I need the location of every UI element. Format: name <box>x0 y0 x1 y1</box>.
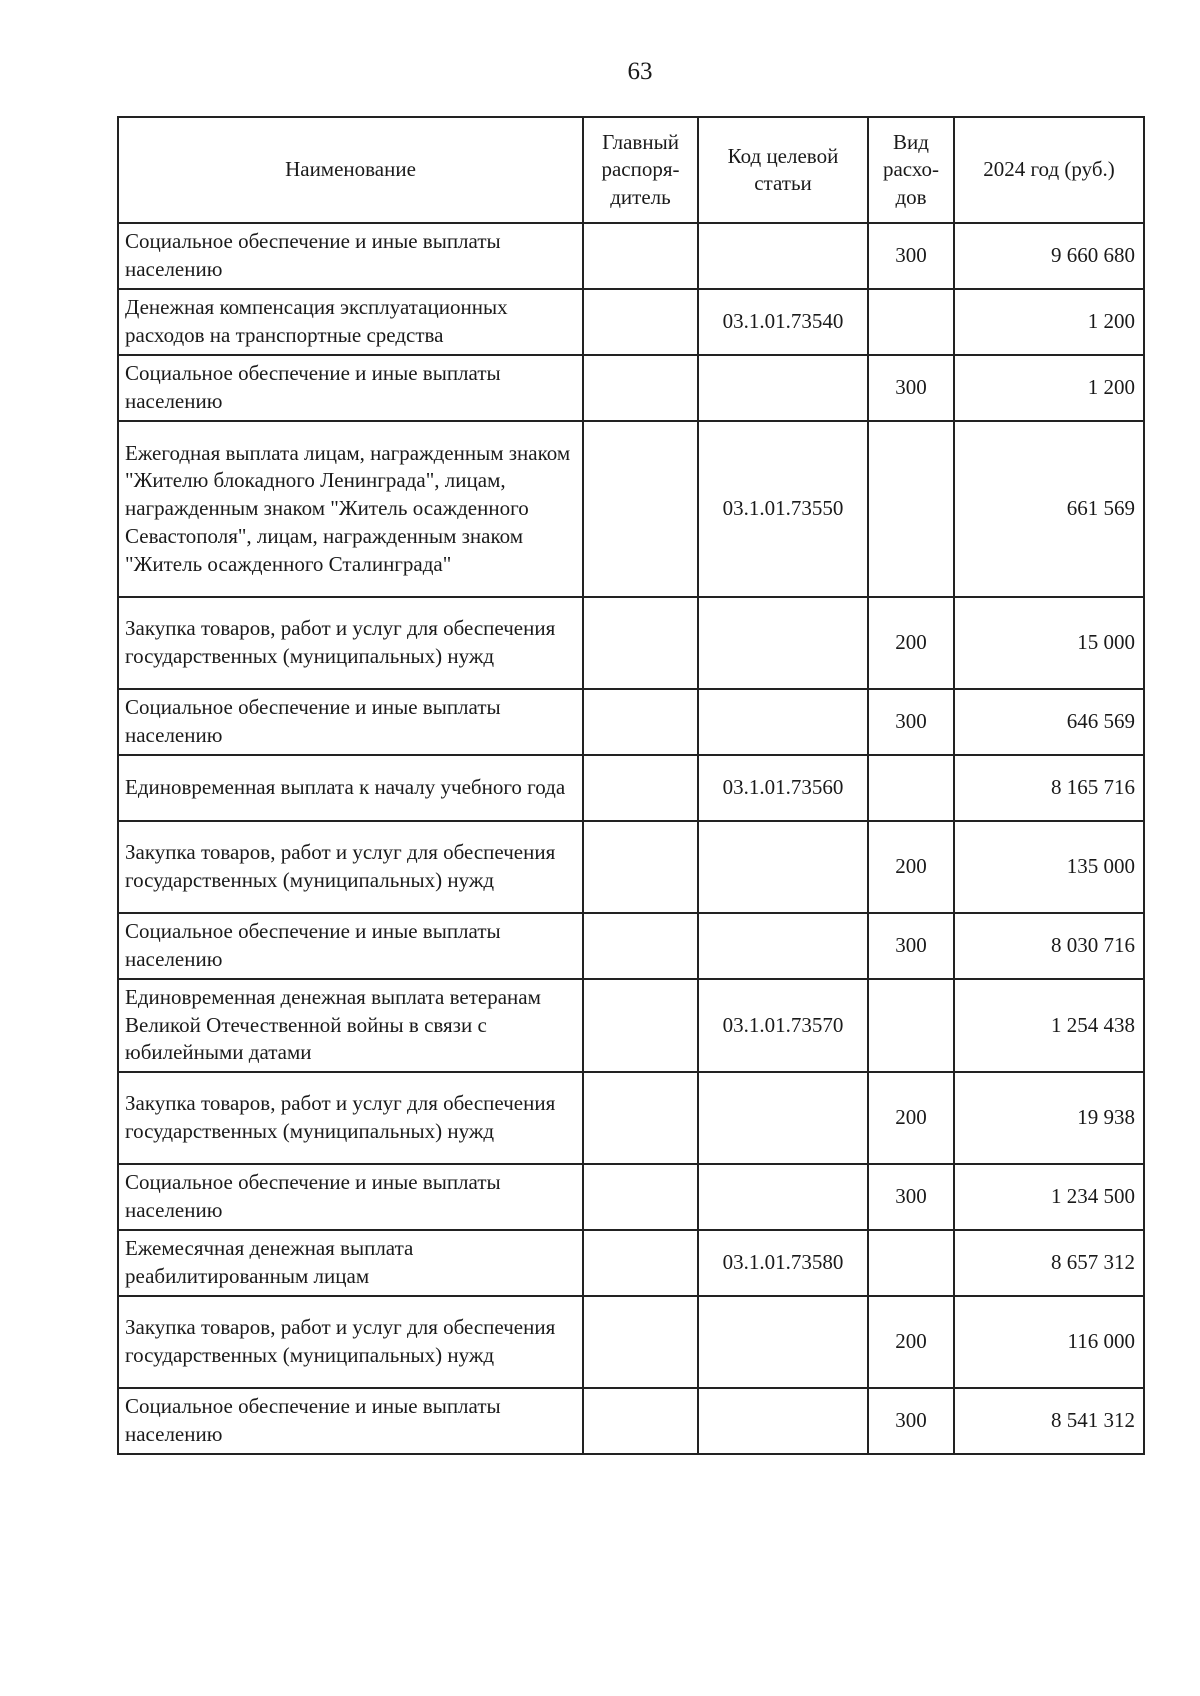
cell-amount: 8 541 312 <box>954 1388 1144 1454</box>
table-row <box>118 821 1144 913</box>
table-row <box>118 421 1144 597</box>
cell-manager <box>583 979 698 1072</box>
cell-name: Социальное обеспечение и иные выплаты населению <box>118 223 583 289</box>
cell-code <box>698 1164 868 1230</box>
cell-name: Денежная компенсация эксплуатационных расходов на транспортные средства <box>118 289 583 355</box>
table-row <box>118 689 1144 755</box>
cell-name: Закупка товаров, работ и услуг для обеспечения государственных (муниципальных) нужд <box>118 1072 583 1164</box>
cell-name: Социальное обеспечение и иные выплаты населению <box>118 689 583 755</box>
cell-code <box>698 689 868 755</box>
cell-amount: 661 569 <box>954 421 1144 597</box>
table-row <box>118 1388 1144 1454</box>
budget-table <box>117 116 1145 1455</box>
table-row <box>118 355 1144 421</box>
page-number: 63 <box>627 58 653 85</box>
cell-manager <box>583 1388 698 1454</box>
table-row <box>118 979 1144 1072</box>
header-type: Вид расхо-дов <box>868 117 954 223</box>
table-row <box>118 1296 1144 1388</box>
cell-amount: 8 657 312 <box>954 1230 1144 1296</box>
cell-name: Закупка товаров, работ и услуг для обеспечения государственных (муниципальных) нужд <box>118 1296 583 1388</box>
table-row <box>118 1164 1144 1230</box>
cell-name: Социальное обеспечение и иные выплаты населению <box>118 1388 583 1454</box>
table-row <box>118 913 1144 979</box>
cell-amount: 116 000 <box>954 1296 1144 1388</box>
cell-amount: 646 569 <box>954 689 1144 755</box>
cell-type <box>868 755 954 821</box>
cell-manager <box>583 355 698 421</box>
cell-type: 200 <box>868 821 954 913</box>
header-manager: Главный распоря-дитель <box>583 117 698 223</box>
table-row <box>118 597 1144 689</box>
header-name: Наименование <box>118 117 583 223</box>
cell-amount: 1 200 <box>954 355 1144 421</box>
cell-type <box>868 421 954 597</box>
cell-amount: 8 030 716 <box>954 913 1144 979</box>
cell-type <box>868 289 954 355</box>
cell-type <box>868 979 954 1072</box>
cell-manager <box>583 1164 698 1230</box>
cell-type: 200 <box>868 1072 954 1164</box>
cell-manager <box>583 223 698 289</box>
cell-manager <box>583 755 698 821</box>
cell-code <box>698 913 868 979</box>
cell-name: Единовременная выплата к началу учебного года <box>118 755 583 821</box>
cell-type: 200 <box>868 1296 954 1388</box>
cell-amount: 19 938 <box>954 1072 1144 1164</box>
cell-name: Социальное обеспечение и иные выплаты населению <box>118 355 583 421</box>
cell-name: Социальное обеспечение и иные выплаты населению <box>118 1164 583 1230</box>
cell-code: 03.1.01.73580 <box>698 1230 868 1296</box>
cell-code <box>698 223 868 289</box>
cell-manager <box>583 421 698 597</box>
cell-manager <box>583 1296 698 1388</box>
cell-amount: 1 234 500 <box>954 1164 1144 1230</box>
cell-code <box>698 1388 868 1454</box>
cell-name: Ежемесячная денежная выплата реабилитированным лицам <box>118 1230 583 1296</box>
header-code: Код целевой статьи <box>698 117 868 223</box>
table-row <box>118 289 1144 355</box>
cell-code <box>698 355 868 421</box>
table-row <box>118 755 1144 821</box>
cell-code <box>698 821 868 913</box>
cell-code <box>698 597 868 689</box>
cell-amount: 9 660 680 <box>954 223 1144 289</box>
cell-type <box>868 1230 954 1296</box>
cell-amount: 1 200 <box>954 289 1144 355</box>
cell-amount: 1 254 438 <box>954 979 1144 1072</box>
cell-manager <box>583 821 698 913</box>
cell-amount: 8 165 716 <box>954 755 1144 821</box>
header-amount: 2024 год (руб.) <box>954 117 1144 223</box>
cell-code: 03.1.01.73540 <box>698 289 868 355</box>
cell-name: Социальное обеспечение и иные выплаты населению <box>118 913 583 979</box>
table-row <box>118 1230 1144 1296</box>
cell-name: Единовременная денежная выплата ветеранам Великой Отечественной войны в связи с юбилейными датами <box>118 979 583 1072</box>
cell-code: 03.1.01.73560 <box>698 755 868 821</box>
cell-type: 300 <box>868 355 954 421</box>
cell-type: 200 <box>868 597 954 689</box>
cell-code <box>698 1296 868 1388</box>
cell-code <box>698 1072 868 1164</box>
cell-manager <box>583 913 698 979</box>
cell-amount: 15 000 <box>954 597 1144 689</box>
table-row <box>118 223 1144 289</box>
cell-code: 03.1.01.73570 <box>698 979 868 1072</box>
cell-type: 300 <box>868 1388 954 1454</box>
cell-code: 03.1.01.73550 <box>698 421 868 597</box>
cell-type: 300 <box>868 689 954 755</box>
cell-manager <box>583 1230 698 1296</box>
cell-manager <box>583 689 698 755</box>
table-header-row <box>118 117 1144 223</box>
cell-manager <box>583 289 698 355</box>
cell-name: Закупка товаров, работ и услуг для обеспечения государственных (муниципальных) нужд <box>118 597 583 689</box>
cell-manager <box>583 597 698 689</box>
cell-manager <box>583 1072 698 1164</box>
cell-type: 300 <box>868 913 954 979</box>
cell-type: 300 <box>868 1164 954 1230</box>
cell-name: Закупка товаров, работ и услуг для обеспечения государственных (муниципальных) нужд <box>118 821 583 913</box>
cell-name: Ежегодная выплата лицам, награжденным знаком "Жителю блокадного Ленинграда", лицам, награжденным знаком "Житель осажденного Севастополя", лицам, награжденным знаком "Житель осажденного Сталинграда" <box>118 421 583 597</box>
table-row <box>118 1072 1144 1164</box>
cell-amount: 135 000 <box>954 821 1144 913</box>
cell-type: 300 <box>868 223 954 289</box>
